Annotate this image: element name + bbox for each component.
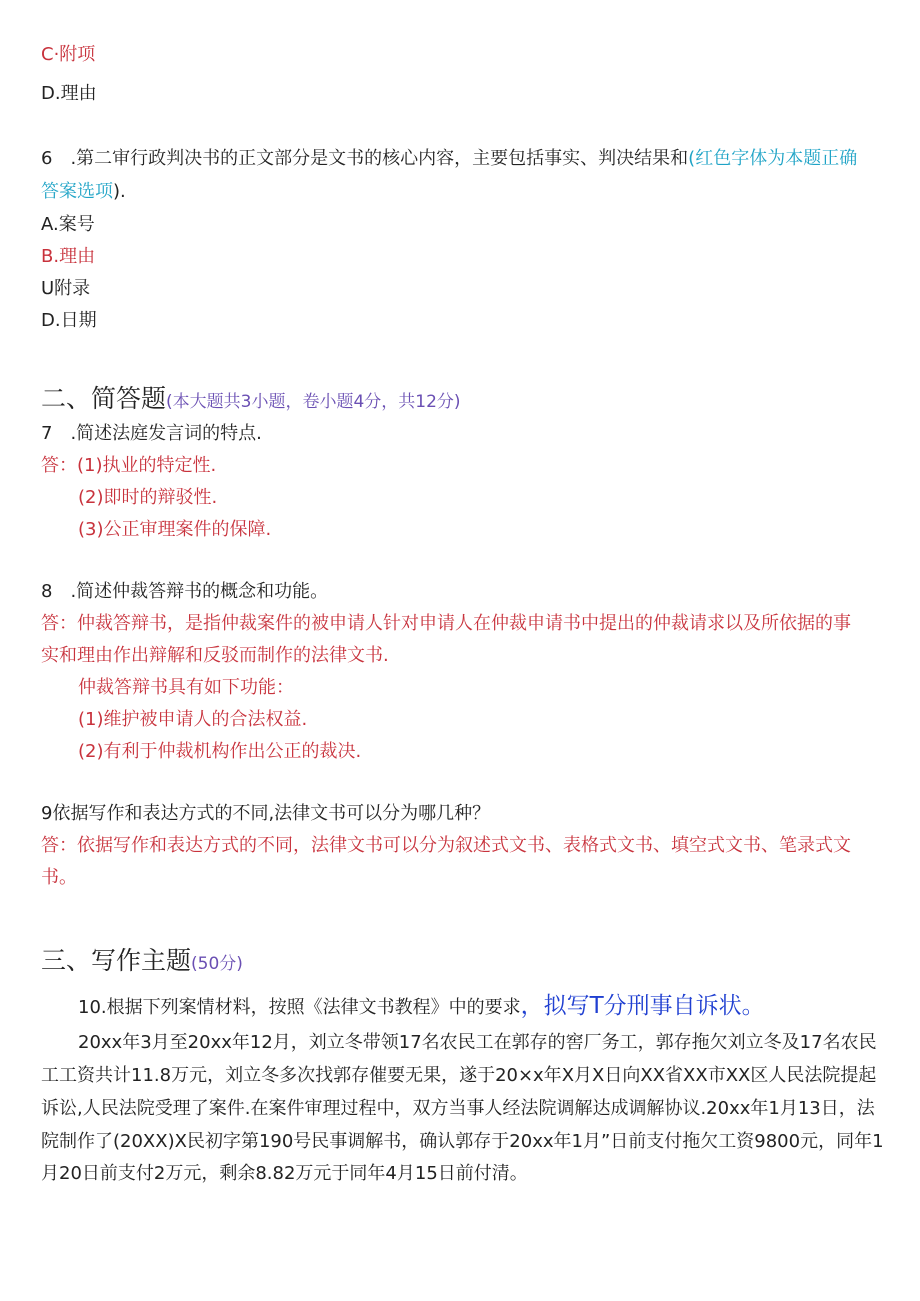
q8-stem: 8 .简述仲裁答辩书的概念和功能。 [41, 581, 329, 602]
q8-answer-2: 实和理由作出辩解和反驳而制作的法律文书. [41, 645, 389, 666]
q9-answer-1: 答：依据写作和表达方式的不同，法律文书可以分为叙述式文书、表格式文书、填空式文书、笔录式文 [41, 835, 851, 856]
section-3-title: 三、写作主题 [41, 946, 192, 975]
q6-option-c: U附录 [41, 278, 91, 299]
q6-stem-note-cont: 答案选项 [41, 181, 113, 202]
q8-answer-5: (2)有利于仲裁机构作出公正的裁决. [78, 741, 362, 762]
q10-case-line-5: 月20日前支付2万元，剩余8.82万元于同年4月15日前付清。 [41, 1163, 528, 1184]
q8-answer-1: 答：仲裁答辩书，是指仲裁案件的被申请人针对申请人在仲裁申请书中提出的仲裁请求以及所依据的事 [41, 613, 851, 634]
q10-case-line-4: 院制作了(20XX)X民初字第190号民事调解书，确认郭存于20xx年1月”日前支付拖欠工资9800元，同年1 [41, 1131, 884, 1152]
q10-stem [78, 994, 765, 1020]
q5-option-c: C·附项 [41, 44, 96, 65]
q6-stem-text: 6 .第二审行政判决书的正文部分是文书的核心内容，主要包括事实、判决结果和 [41, 148, 689, 169]
section-3-note: (50分) [191, 954, 243, 974]
q6-option-b: B.理由 [41, 246, 96, 267]
q6-option-d: D.日期 [41, 310, 97, 331]
q10-case-line-2: 工工资共计11.8万元，刘立冬多次找郭存催要无果，遂于20×x年X月X日向XX省XX市XX区人民法院提起 [41, 1065, 877, 1086]
q6-stem-line-1 [41, 147, 857, 171]
q6-stem-end: ). [113, 181, 126, 202]
section-2-title: 二、简答题 [41, 384, 167, 413]
section-2-note: (本大题共3小题，卷小题4分，共12分) [166, 392, 461, 412]
q8-answer-3: 仲裁答辩书具有如下功能： [78, 677, 294, 698]
q10-case-line-3: 诉讼,人民法院受理了案件.在案件审理过程中，双方当事人经法院调解达成调解协议.20xx年1月13日，法 [41, 1098, 875, 1119]
q6-stem-note: (红色字体为本题正确 [688, 148, 858, 169]
q10-stem-text: 10.根据下列案情材料，按照《法律文书教程》中的要求 [78, 997, 521, 1018]
q7-answer-1: 答：(1)执业的特定性. [41, 455, 217, 476]
q7-answer-2: (2)即时的辩驳性. [78, 487, 218, 508]
q5-option-d: D.理由 [41, 83, 97, 104]
section-2-heading [41, 384, 461, 417]
q10-stem-emphasis: ，拟写T分刑事自诉状。 [520, 993, 765, 1019]
q9-stem: 9依据写作和表达方式的不同,法律文书可以分为哪几种？ [41, 803, 491, 824]
q6-stem-line-2 [41, 180, 126, 204]
q7-answer-3: (3)公正审理案件的保障. [78, 519, 272, 540]
q8-answer-4: (1)维护被申请人的合法权益. [78, 709, 308, 730]
section-3-heading [41, 946, 243, 979]
q9-answer-2: 书。 [41, 867, 77, 888]
q7-stem: 7 .简述法庭发言词的特点. [41, 423, 262, 444]
q6-option-a: A.案号 [41, 214, 95, 235]
q10-case-line-1: 20xx年3月至20xx年12月，刘立冬带领17名农民工在郭存的窖厂务工，郭存拖欠刘立冬及17名农民 [78, 1032, 877, 1053]
